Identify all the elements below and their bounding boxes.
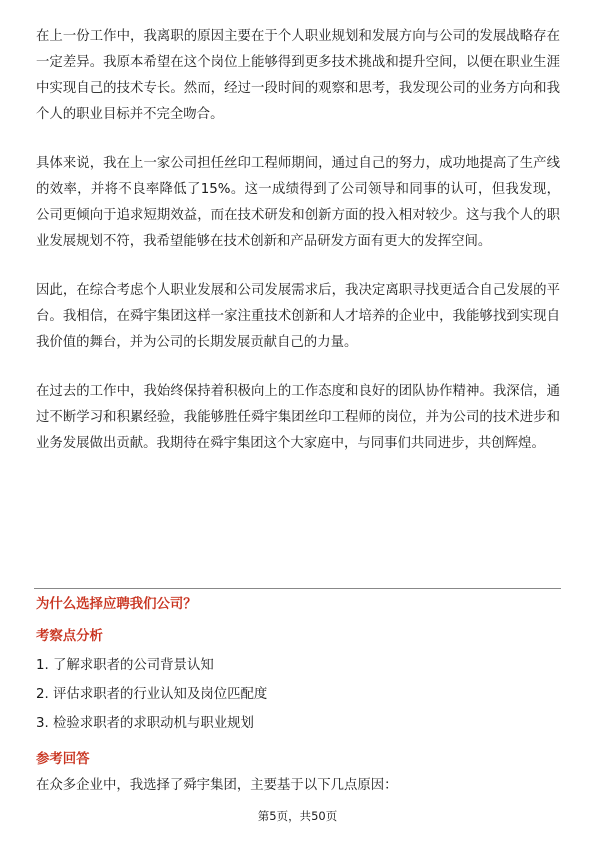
answer-heading: 参考回答 [36,752,90,767]
analysis-item: 2. 评估求职者的行业认知及岗位匹配度 [36,687,268,702]
paragraph-attitude: 在过去的工作中，我始终保持着积极向上的工作态度和良好的团队协作精神。我深信，通过不断学习和积累经验，我能够胜任舜宇集团丝印工程师的岗位，并为公司的技术进步和业务发展做出贡献。我期待在舜宇集团这个大家庭中，与同事们共同进步，共创辉煌。 [36,384,560,451]
analysis-item: 1. 了解求职者的公司背景认知 [36,658,214,673]
page-indicator: 第5页，共50页 [257,809,338,823]
analysis-item: 3. 检验求职者的求职动机与职业规划 [36,716,254,731]
section-divider [34,588,561,589]
paragraph-leaving-reason: 在上一份工作中，我离职的原因主要在于个人职业规划和发展方向与公司的发展战略存在一定差异。我原本希望在这个岗位上能够得到更多技术挑战和提升空间，以便在职业生涯中实现自己的技术专长。然而，经过一段时间的观察和思考，我发现公司的业务方向和我个人的职业目标并不完全吻合。 [36,29,560,122]
interview-question-section [36,594,560,797]
body-text [36,24,560,480]
analysis-heading: 考察点分析 [36,629,103,644]
paragraph-decision: 因此，在综合考虑个人职业发展和公司发展需求后，我决定离职寻找更适合自己发展的平台。我相信，在舜宇集团这样一家注重技术创新和人才培养的企业中，我能够找到实现自我价值的舞台，并为公司的长期发展贡献自己的力量。 [36,283,560,350]
answer-intro: 在众多企业中，我选择了舜宇集团，主要基于以下几点原因： [36,778,398,793]
paragraph-details: 具体来说，我在上一家公司担任丝印工程师期间，通过自己的努力，成功地提高了生产线的效率，并将不良率降低了15%。这一成绩得到了公司领导和同事的认可，但我发现，公司更倾向于追求短期效益，而在技术研发和创新方面的投入相对较少。这与我个人的职业发展规划不符，我希望能够在技术创新和产品研发方面有更大的发挥空间。 [36,156,560,249]
question-title: 为什么选择应聘我们公司？ [36,597,197,612]
